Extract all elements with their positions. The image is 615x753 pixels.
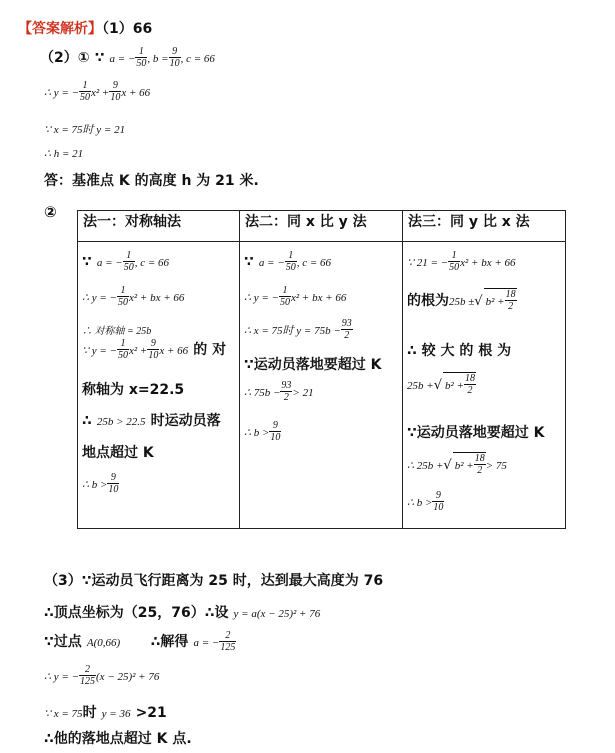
part3-line4: ∴ y = − $\frac{2}{125}$ (x − 25)² + 76 (44, 664, 160, 687)
method3-header: 法三：同 y 比 x 法 (403, 211, 566, 242)
answer-header (18, 18, 152, 38)
fraction: $\frac{9}{10}$ (169, 46, 180, 69)
coef-c: , c = 66 (180, 53, 215, 65)
part3-line5: ∵ x = 75时 y = 36 >21 (44, 705, 167, 721)
part2-label: （2）① (40, 50, 90, 66)
part3-line6: ∴他的落地点超过 K 点. (44, 731, 192, 747)
part2b-label: ② (44, 203, 57, 221)
part2-equation: ∴ y = − $\frac{1}{50}$ x² + $\frac{9}{10}$ x + 66 (44, 80, 151, 103)
answer-tag: 【答案解析】 (18, 21, 102, 37)
part3-line2: ∴顶点坐标为（25，76）∴设 y = a(x − 25)² + 76 (44, 605, 321, 621)
coef-b: , b = (147, 53, 169, 65)
part1-answer: （1）66 (102, 21, 153, 37)
part3-line1: （3）∵运动员飞行距离为 25 时，达到最大高度为 76 (44, 573, 384, 589)
coef-a: a = − (109, 53, 136, 65)
method2-cell: ∵ a = − $\frac{1}{50}$ , c = 66 ∴ y = − $\frac{1}{50}$ x² + bx + 66 ∴ x = 75时 y = 75b − $\frac{93}{2}$ ∵运动员落地要超过 K ∴ 75b − $\frac{93}{2}$ > 21 ∴ b > $\frac{9}{10}$ (240, 242, 403, 529)
part3-line3: ∵过点 A(0,66) ∴解得 a = − $\frac{2}{125}$ (44, 630, 236, 653)
fraction: $\frac{1}{50}$ (136, 46, 147, 69)
method2-header: 法二：同 x 比 y 法 (240, 211, 403, 242)
part2-when: ∵ x = 75时 y = 21 (44, 124, 126, 136)
part2-line1 (40, 46, 215, 69)
part2-h: ∴ h = 21 (44, 148, 84, 160)
method3-cell: ∵ 21 = − $\frac{1}{50}$ x² + bx + 66 的根为25b ±√ b² + $\frac{18}{2}$ ∴ 较 大 的 根 为 25b +√ b² + $\frac{18}{2}$ ∵运动员落地要超过 K ∴ 25b +√ b² + $\frac{18}{2}$ > 75 ∴ b > $\frac{9}{10}$ (403, 242, 566, 529)
methods-table (77, 210, 566, 529)
method1-cell: ∵ a = − $\frac{1}{50}$ , c = 66 ∴ y = − $\frac{1}{50}$ x² + bx + 66 ∴ 对称轴 = 25b ∵ y = − $\frac{1}{50}$ x² + $\frac{9}{10}$ x + 66 的 对 称轴为 x=22.5 ∴ 25b > 22.5 时运动员落 地点超过 K ∴ b > $\frac{9}{10}$ (78, 242, 240, 529)
part2-answer: 答：基准点 K 的高度 h 为 21 米. (44, 173, 259, 189)
method1-header: 法一：对称轴法 (78, 211, 240, 242)
because-symbol: ∵ (94, 50, 105, 66)
